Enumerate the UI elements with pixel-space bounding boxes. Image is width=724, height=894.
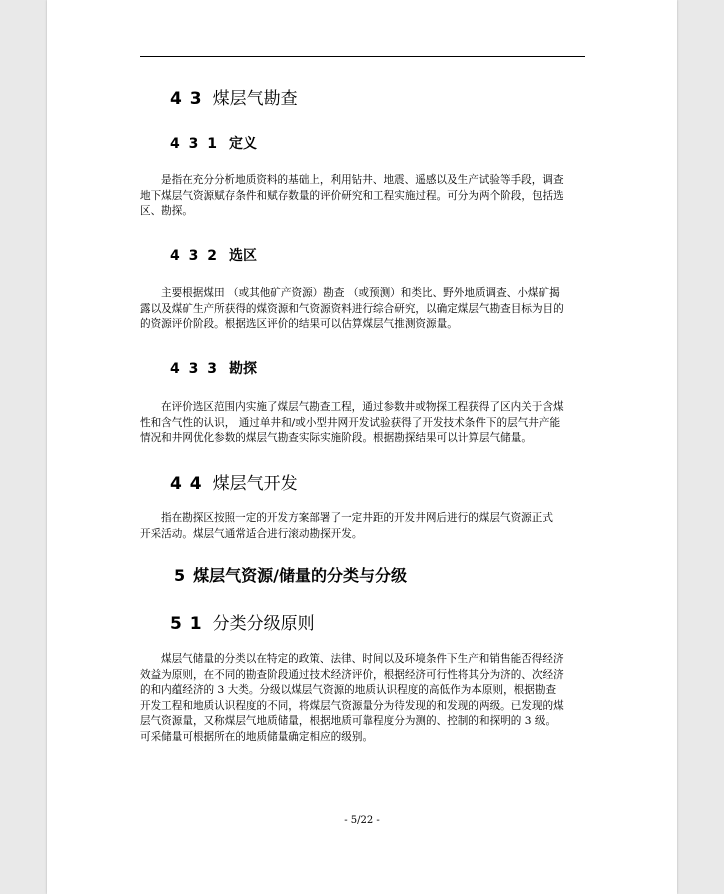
section-title: 煤层气开发 [212,474,298,494]
section-number: 4 3 2 [170,248,219,264]
section-title: 煤层气资源/储量的分类与分级 [193,566,407,585]
section-heading-5-1 [170,609,315,634]
text-line: 地下煤层气资源赋存条件和赋存数量的评价研究和工程实施过程。可分为两个阶段，包括选 [140,189,564,202]
text-line: 是指在充分分析地质资料的基础上，利用钻井、地震、遥感以及生产试验等手段，调查 [161,174,564,186]
text-line: 的资源评价阶段。根据选区评价的结果可以估算煤层气推测资源量。 [140,318,458,331]
section-title: 选区 [228,248,257,264]
section-title: 分类分级原则 [212,614,315,634]
paragraph-area-selection [140,286,585,333]
header-rule [140,56,585,57]
paragraph-development [140,511,585,542]
text-line: 露以及煤矿生产所获得的煤资源和气资源资料进行综合研究，以确定煤层气勘查目标为目的 [140,302,564,315]
section-number: 4 3 1 [170,136,219,152]
text-line: 效益为原则，在不同的勘查阶段通过技术经济评价，根据经济可行性将其分为济的、次经济 [140,668,564,681]
text-line: 开采活动。煤层气通常适合进行滚动勘探开发。 [140,527,363,540]
section-number: 4 4 [170,474,203,494]
section-title: 勘探 [228,361,257,377]
text-line: 开发工程和地质认识程度的不同，将煤层气资源量分为待发现的和发现的两级。已发现的煤 [140,699,564,712]
paragraph-classification-principles [140,652,585,746]
text-line: 在评价选区范围内实施了煤层气勘查工程，通过参数井或物探工程获得了区内关于含煤 [161,401,564,413]
paragraph-exploration [140,400,585,447]
section-title: 煤层气勘查 [212,89,298,109]
text-line: 煤层气储量的分类以在特定的政策、法律、时间以及环境条件下生产和销售能否得经济 [161,653,564,665]
section-heading-4-3 [170,84,298,109]
section-number: 4 3 [170,89,203,109]
text-line: 区、勘探。 [140,205,193,218]
section-heading-5 [174,563,407,586]
text-line: 层气资源量，又称煤层气地质储量，根据地质可靠程度分为测的、控制的和探明的 3 级。 [140,715,557,728]
section-title: 定义 [228,136,257,152]
paragraph-definition [140,173,585,220]
section-number: 5 [174,566,186,585]
text-line: 指在勘探区按照一定的开发方案部署了一定井距的开发井网后进行的煤层气资源正式 [161,512,553,524]
document-page [47,0,677,894]
text-line: 性和含气性的认识， 通过单井和/或小型井网开发试验获得了开发技术条件下的层气井产能 [140,416,561,429]
section-number: 5 1 [170,614,203,634]
section-heading-4-3-2 [170,245,257,265]
section-heading-4-3-3 [170,358,257,378]
section-number: 4 3 3 [170,361,219,377]
text-line: 主要根据煤田 （或其他矿产资源）勘查 （或预测）和类比、野外地质调查、小煤矿揭 [161,287,560,299]
text-line: 情况和井网优化参数的煤层气勘查实际实施阶段。根据勘探结果可以计算层气储量。 [140,432,532,445]
section-heading-4-4 [170,469,298,494]
text-line: 可采储量可根据所在的地质储量确定相应的级别。 [140,730,374,743]
section-heading-4-3-1 [170,133,257,153]
text-line: 的和内蕴经济的 3 大类。分级以煤层气资源的地质认识程度的高低作为本原则，根据勘查 [140,684,557,697]
page-number: - 5/22 - [344,815,380,826]
